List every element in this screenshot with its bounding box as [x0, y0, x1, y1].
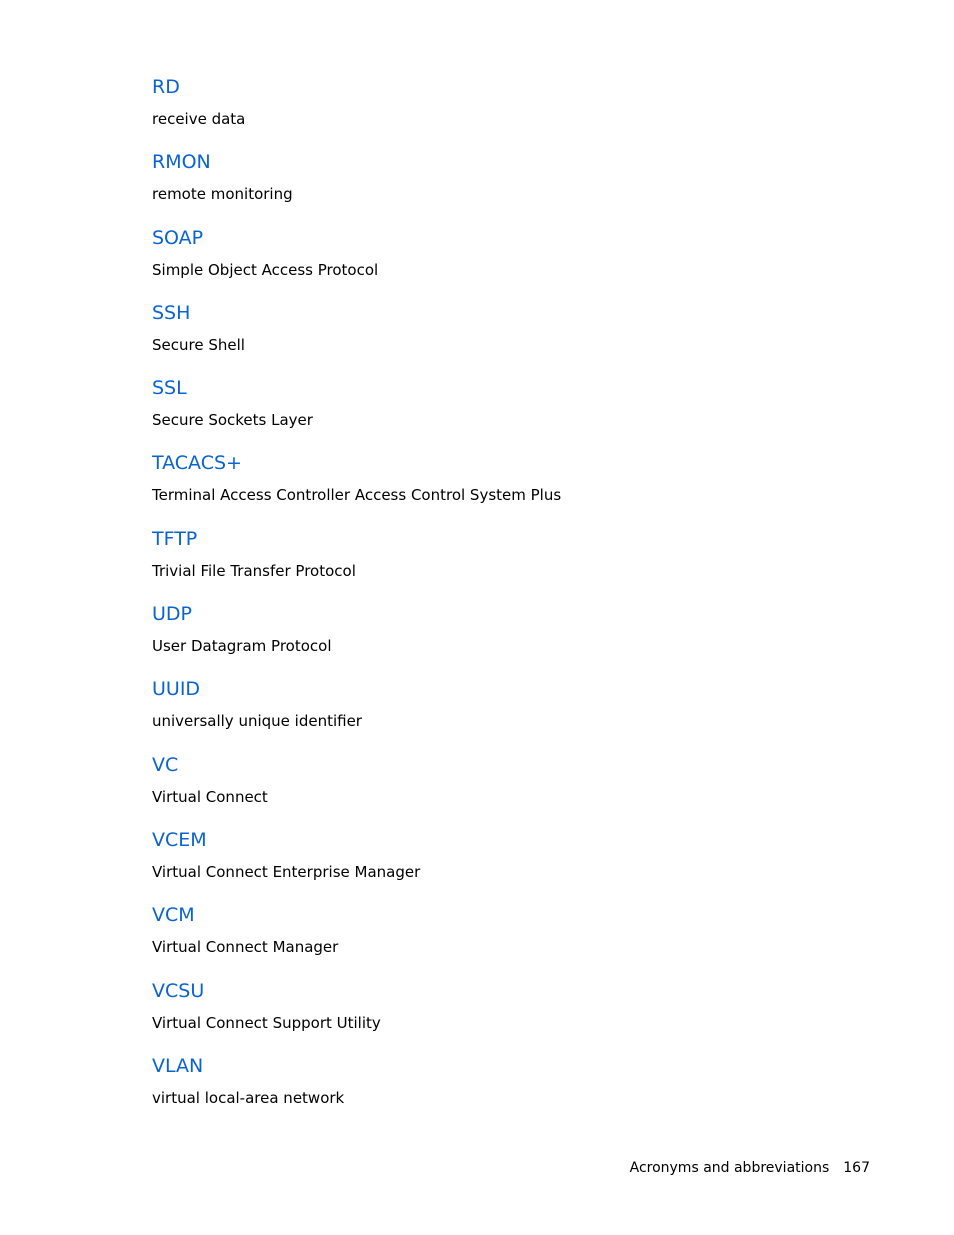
glossary-entry-vcsu — [152, 977, 852, 1052]
term-link-vcsu[interactable]: VCSU — [152, 979, 205, 1002]
definition-uuid: universally unique identifier — [152, 712, 362, 731]
page-footer — [630, 1158, 870, 1178]
glossary-entry-tacacs — [152, 449, 852, 524]
term-link-tacacs[interactable]: TACACS+ — [152, 452, 242, 475]
term-link-vcem[interactable]: VCEM — [152, 828, 207, 851]
term-link-tftp[interactable]: TFTP — [152, 527, 198, 550]
glossary-entry-ssl — [152, 374, 852, 449]
term-link-uuid[interactable]: UUID — [152, 678, 201, 701]
term-link-rmon[interactable]: RMON — [152, 151, 211, 174]
glossary-entry-vc — [152, 751, 852, 826]
glossary-list — [152, 73, 852, 1127]
term-link-soap[interactable]: SOAP — [152, 226, 204, 249]
definition-vcem: Virtual Connect Enterprise Manager — [152, 862, 421, 881]
term-link-rd[interactable]: RD — [152, 76, 180, 98]
term-link-vcm[interactable]: VCM — [152, 904, 195, 927]
glossary-entry-vcm — [152, 901, 852, 976]
definition-vlan: virtual local-area network — [152, 1088, 345, 1107]
term-link-udp[interactable]: UDP — [152, 603, 192, 626]
glossary-entry-ssh — [152, 299, 852, 374]
definition-vcsu: Virtual Connect Support Utility — [152, 1013, 381, 1032]
definition-rd: receive data — [152, 110, 246, 128]
glossary-entry-uuid — [152, 675, 852, 750]
glossary-entry-tftp — [152, 525, 852, 600]
definition-tacacs: Terminal Access Controller Access Control System Plus — [152, 486, 562, 505]
definition-soap: Simple Object Access Protocol — [152, 260, 379, 279]
definition-vc: Virtual Connect — [152, 787, 268, 806]
definition-ssl: Secure Sockets Layer — [152, 411, 313, 430]
term-link-vlan[interactable]: VLAN — [152, 1054, 204, 1077]
glossary-entry-rmon — [152, 148, 852, 223]
glossary-entry-vcem — [152, 826, 852, 901]
glossary-entry-rd — [152, 73, 852, 148]
glossary-entry-soap — [152, 224, 852, 299]
definition-ssh: Secure Shell — [152, 335, 245, 354]
glossary-entry-udp — [152, 600, 852, 675]
definition-tftp: Trivial File Transfer Protocol — [152, 561, 356, 580]
definition-rmon: remote monitoring — [152, 185, 293, 204]
definition-vcm: Virtual Connect Manager — [152, 938, 339, 957]
definition-udp: User Datagram Protocol — [152, 637, 332, 656]
term-link-ssl[interactable]: SSL — [152, 377, 187, 400]
page-number: 167 — [843, 1160, 870, 1176]
term-link-vc[interactable]: VC — [152, 753, 179, 776]
glossary-entry-vlan — [152, 1052, 852, 1127]
term-link-ssh[interactable]: SSH — [152, 301, 191, 324]
footer-section-title: Acronyms and abbreviations — [629, 1160, 830, 1176]
